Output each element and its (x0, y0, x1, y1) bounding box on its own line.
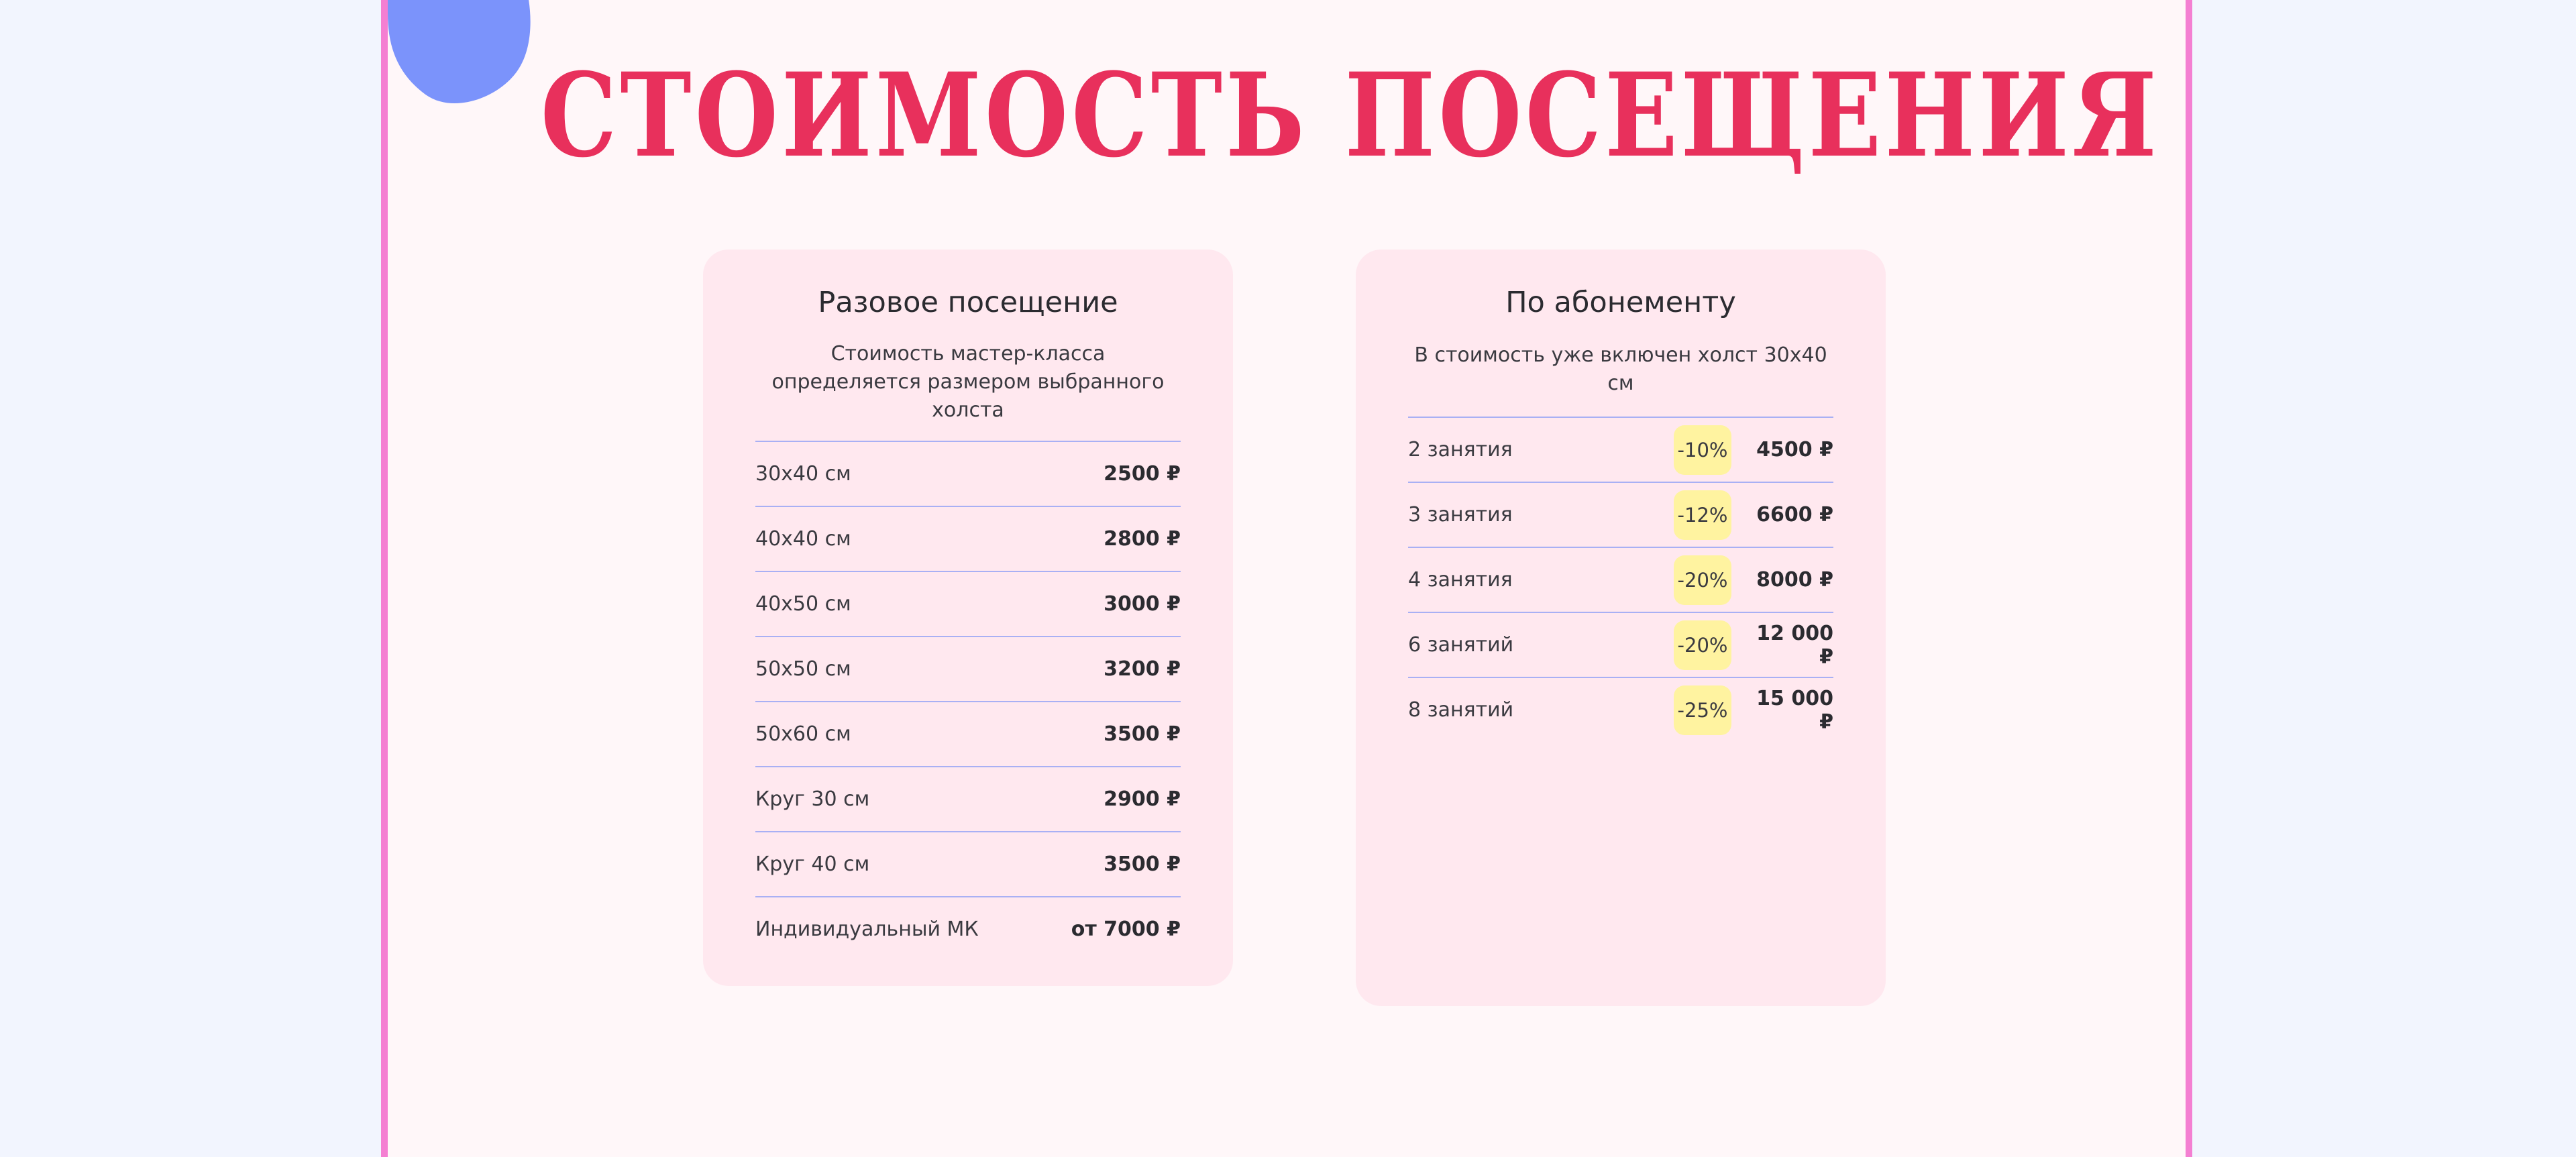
pricing-section (381, 0, 2192, 1157)
price-row-label: 30х40 см (755, 462, 851, 486)
price-row (755, 702, 1181, 767)
price-row-label: Круг 40 см (755, 852, 870, 876)
price-row-value: 3000 ₽ (1104, 592, 1181, 616)
subscription-row-price: 4500 ₽ (1756, 438, 1833, 461)
price-row-value: 2900 ₽ (1104, 787, 1181, 811)
price-row (755, 507, 1181, 572)
price-row (755, 442, 1181, 507)
subscription-row-label: 6 занятий (1408, 633, 1514, 657)
subscription-row (1408, 548, 1833, 613)
subscription-row-label: 3 занятия (1408, 503, 1513, 527)
subscription-row-price: 12 000 ₽ (1756, 621, 1833, 669)
discount-badge: -25% (1674, 685, 1731, 735)
subscription-row (1408, 483, 1833, 548)
price-row-value: 3500 ₽ (1104, 852, 1181, 876)
subscription-row-price: 6600 ₽ (1756, 503, 1833, 527)
price-row (755, 637, 1181, 702)
single-visit-card (703, 250, 1233, 986)
subscription-price-list (1408, 417, 1833, 742)
subscription-row (1408, 613, 1833, 678)
discount-badge: -12% (1674, 490, 1731, 540)
decorative-blob (388, 0, 532, 111)
price-row-label: 40х50 см (755, 592, 851, 616)
subscription-card (1356, 250, 1886, 1006)
subscription-title: По абонементу (1505, 286, 1736, 319)
price-row (755, 832, 1181, 897)
price-row-value: 3500 ₽ (1104, 722, 1181, 746)
price-row-label: 50х50 см (755, 657, 851, 681)
price-row-label: Круг 30 см (755, 787, 870, 811)
price-row-label: Индивидуальный МК (755, 918, 979, 941)
price-row-value: от 7000 ₽ (1071, 918, 1181, 941)
discount-badge: -10% (1674, 425, 1731, 475)
price-row-value: 2800 ₽ (1104, 527, 1181, 551)
price-row-label: 50х60 см (755, 722, 851, 746)
price-row-value: 3200 ₽ (1104, 657, 1181, 681)
single-visit-title: Разовое посещение (818, 286, 1118, 319)
subscription-row-price: 15 000 ₽ (1756, 686, 1833, 734)
subscription-row-label: 4 занятия (1408, 568, 1513, 592)
price-row (755, 767, 1181, 832)
subscription-row (1408, 678, 1833, 742)
single-visit-price-list (755, 441, 1181, 961)
subscription-subtitle: В стоимость уже включен холст 30х40 см (1414, 343, 1827, 395)
price-row-label: 40х40 см (755, 527, 851, 551)
subscription-row (1408, 418, 1833, 483)
price-row-value: 2500 ₽ (1104, 462, 1181, 486)
price-row (755, 572, 1181, 637)
price-row (755, 897, 1181, 961)
discount-badge: -20% (1674, 555, 1731, 605)
single-visit-subtitle: Стоимость мастер-класса определяется размером выбранного холста (771, 342, 1165, 422)
subscription-row-price: 8000 ₽ (1756, 568, 1833, 592)
page-title: СТОИМОСТЬ ПОСЕЩЕНИЯ (540, 47, 2160, 183)
subscription-row-label: 8 занятий (1408, 698, 1514, 722)
subscription-row-label: 2 занятия (1408, 438, 1513, 461)
discount-badge: -20% (1674, 620, 1731, 670)
